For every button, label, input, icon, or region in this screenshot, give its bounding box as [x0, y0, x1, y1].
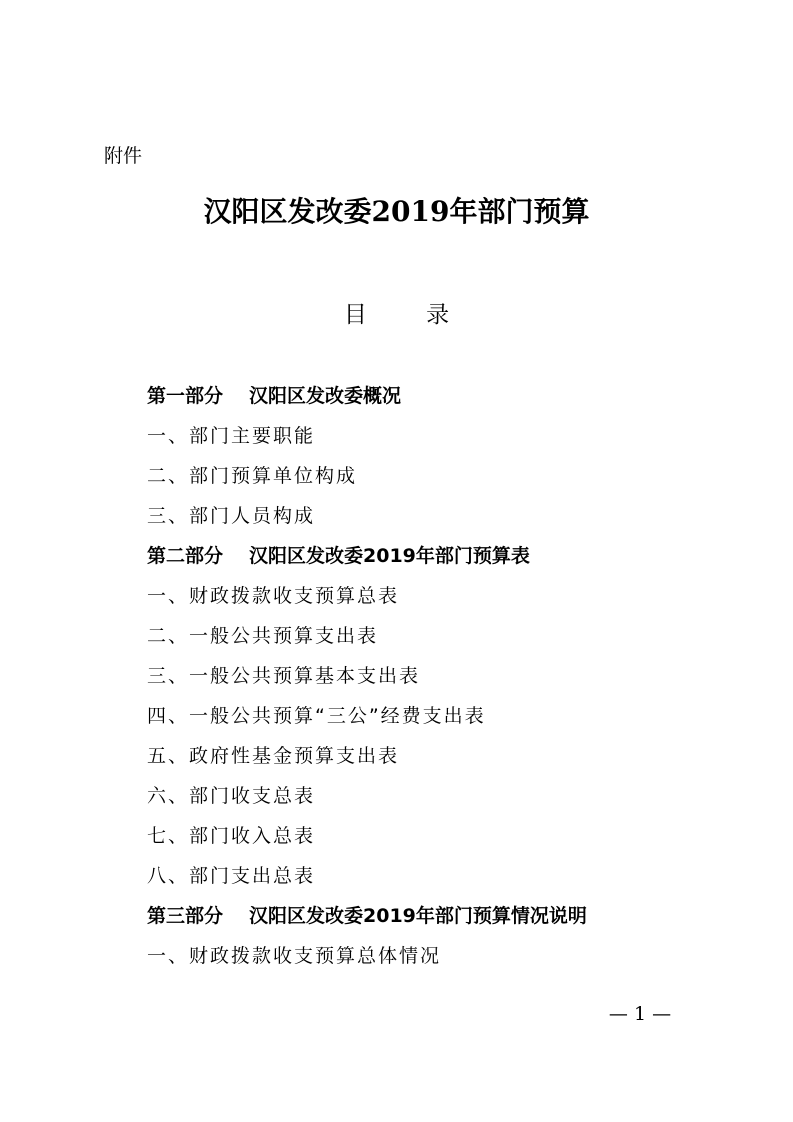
toc-heading: 目 录 [343, 302, 476, 328]
toc-part-label: 第三部分 [147, 905, 224, 927]
document-title: 汉阳区发改委2019年部门预算 [203, 195, 590, 228]
toc-item: 二、部门预算单位构成 [147, 465, 358, 487]
toc-item: 二、一般公共预算支出表 [147, 625, 379, 647]
attachment-label: 附件 [104, 145, 143, 167]
toc-part-2 [147, 536, 707, 576]
toc-item: 五、政府性基金预算支出表 [147, 745, 400, 767]
toc-part-label: 第二部分 [147, 545, 224, 567]
toc-item: 六、部门收支总表 [147, 785, 316, 807]
toc-item: 一、财政拨款收支预算总表 [147, 585, 400, 607]
toc-item: 一、部门主要职能 [147, 425, 316, 447]
toc-part-1 [147, 376, 707, 416]
toc-item: 一、财政拨款收支预算总体情况 [147, 945, 442, 967]
toc-item: 三、部门人员构成 [147, 505, 316, 527]
page-number: — 1 — [608, 1003, 672, 1025]
toc-item: 四、一般公共预算“三公”经费支出表 [147, 705, 486, 727]
toc-part-3 [147, 896, 707, 936]
toc-part-label: 第一部分 [147, 385, 224, 407]
toc-part-text: 汉阳区发改委2019年部门预算表 [249, 545, 530, 567]
toc-item: 八、部门支出总表 [147, 865, 316, 887]
toc-part-text: 汉阳区发改委概况 [249, 385, 402, 407]
toc-part-text: 汉阳区发改委2019年部门预算情况说明 [249, 905, 587, 927]
toc-item: 三、一般公共预算基本支出表 [147, 665, 421, 687]
table-of-contents [147, 376, 707, 976]
toc-item: 七、部门收入总表 [147, 825, 316, 847]
